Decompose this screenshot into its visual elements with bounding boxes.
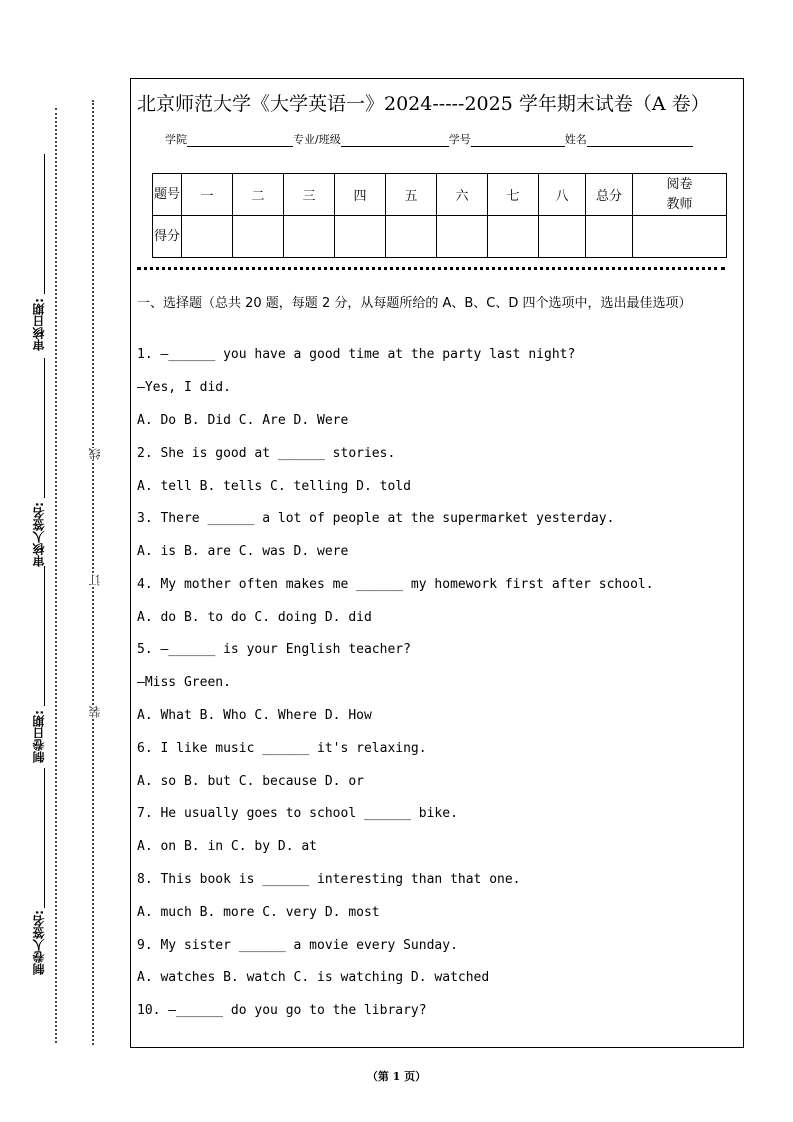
score-cell[interactable] [488, 216, 539, 258]
score-cell[interactable] [386, 216, 437, 258]
question-line: —Yes, I did. [137, 380, 231, 395]
college-label: 学院 [165, 133, 187, 146]
reviewer-sign-label: 审核人签名: [32, 502, 46, 567]
score-header-cell: 四 [335, 174, 386, 216]
score-cell[interactable] [233, 216, 284, 258]
score-header-cell: 八 [539, 174, 586, 216]
question-line: 4. My mother often makes me ______ my homework first after school. [137, 577, 654, 592]
question-line: A. on B. in C. by D. at [137, 839, 318, 854]
question-line: A. Do B. Did C. Are D. Were [137, 413, 349, 428]
exam-title: 北京师范大学《大学英语一》2024-----2025 学年期末试卷（A 卷） [137, 93, 710, 115]
score-cell[interactable] [633, 216, 727, 258]
student-id-label: 学号 [448, 133, 471, 146]
binding-dotted-line-right [92, 100, 94, 1045]
reviewer-date-label: 审核日期: [32, 298, 46, 351]
maker-date-line [44, 566, 45, 706]
score-label-cell: 得分 [153, 216, 182, 258]
name-field[interactable] [587, 134, 693, 147]
score-header-cell: 三 [284, 174, 335, 216]
question-line: A. watches B. watch C. is watching D. watched [137, 970, 490, 985]
score-header-cell: 阅卷教师 [633, 174, 727, 216]
major-label: 专业/班级 [293, 133, 341, 146]
maker-sign-line [44, 768, 45, 908]
question-line: 5. —______ is your English teacher? [137, 642, 411, 657]
score-cell[interactable] [437, 216, 488, 258]
score-cell[interactable] [539, 216, 586, 258]
question-line: 8. This book is ______ interesting than that one. [137, 872, 521, 887]
page-number: （第 1 页） [366, 1070, 427, 1083]
score-header-cell: 总分 [586, 174, 633, 216]
question-line: A. What B. Who C. Where D. How [137, 708, 372, 723]
score-header-cell: 五 [386, 174, 437, 216]
section-1-instructions: 一、选择题（总共 20 题，每题 2 分，从每题所给的 A、B、C、D 四个选项中，选出最佳选项） [137, 296, 692, 311]
maker-date-label: 制卷日期: [32, 710, 46, 763]
question-line: A. do B. to do C. doing D. did [137, 610, 372, 625]
score-cell[interactable] [586, 216, 633, 258]
question-line: 2. She is good at ______ stories. [137, 446, 396, 461]
score-cell[interactable] [284, 216, 335, 258]
question-line: A. tell B. tells C. telling D. told [137, 479, 411, 494]
question-line: A. so B. but C. because D. or [137, 774, 364, 789]
question-line: A. is B. are C. was D. were [137, 544, 349, 559]
score-table-header-row [153, 174, 727, 216]
question-line: —Miss Green. [137, 675, 231, 690]
score-cell[interactable] [335, 216, 386, 258]
binding-dotted-line-left [55, 108, 57, 1043]
question-line: 9. My sister ______ a movie every Sunday. [137, 938, 458, 953]
question-line: A. much B. more C. very D. most [137, 905, 380, 920]
reviewer-sign-line [44, 358, 45, 498]
question-line: 1. —______ you have a good time at the party last night? [137, 347, 576, 362]
binding-char-ding: 订 [88, 574, 102, 586]
question-line: 10. —______ do you go to the library? [137, 1003, 427, 1018]
question-line: 7. He usually goes to school ______ bike. [137, 806, 458, 821]
binding-char-xian: 线 [88, 448, 102, 460]
question-line: 6. I like music ______ it's relaxing. [137, 741, 427, 756]
score-header-cell: 一 [182, 174, 233, 216]
student-id-field[interactable] [471, 134, 565, 147]
score-header-cell: 题号 [153, 174, 182, 216]
score-header-cell: 六 [437, 174, 488, 216]
score-cell[interactable] [182, 216, 233, 258]
reviewer-date-line [44, 154, 45, 294]
student-info-row [165, 131, 693, 147]
score-header-cell: 七 [488, 174, 539, 216]
score-header-cell: 二 [233, 174, 284, 216]
college-field[interactable] [187, 134, 293, 147]
dotted-separator [137, 267, 725, 270]
major-field[interactable] [341, 134, 449, 147]
maker-sign-label: 制卷人签名: [32, 910, 46, 975]
score-table-score-row [153, 216, 727, 258]
binding-char-zhuang: 装 [88, 706, 102, 718]
score-table [152, 173, 727, 258]
exam-frame [130, 78, 744, 1048]
question-line: 3. There ______ a lot of people at the supermarket yesterday. [137, 511, 615, 526]
name-label: 姓名 [564, 133, 587, 146]
